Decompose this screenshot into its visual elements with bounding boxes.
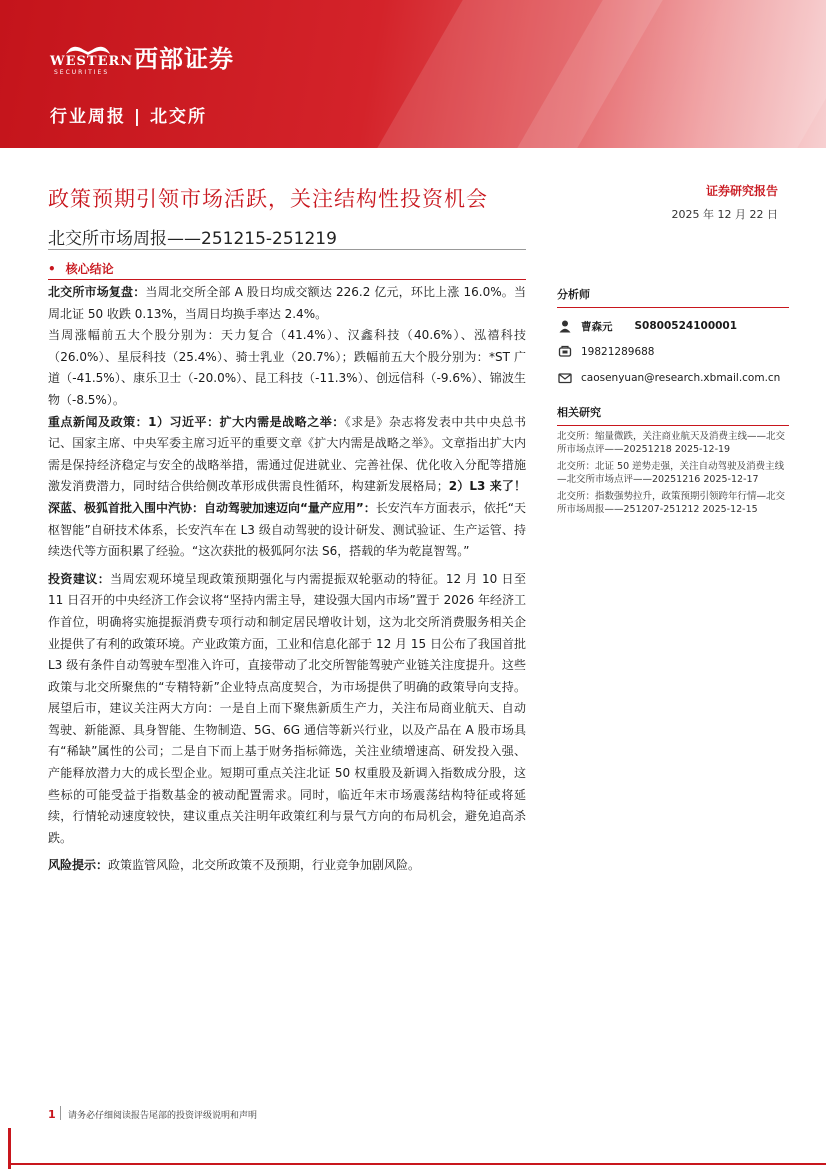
related-item[interactable]: 北交所：北证 50 逆势走强，关注自动驾驶及消费主线—北交所市场点评——20251216 2025-12-17	[557, 461, 785, 485]
paragraph-text: 当周涨幅前五大个股分别为：天力复合（41.4%）、汉鑫科技（40.6%）、泓禧科技（26.0%）、星辰科技（25.4%）、骑士乳业（20.7%）；跌幅前五大个股分别为：*ST 广道（-41.5%）、康乐卫士（-20.0%）、昆工科技（-11.3%）、创远信科（-9.6%）、锦波生物（-8.5%）。	[48, 328, 526, 407]
logo-mark	[50, 38, 134, 76]
report-date: 2025 年 12 月 22 日	[671, 208, 778, 221]
analyst-row	[557, 318, 789, 334]
company-logo	[50, 38, 234, 74]
report-label: 证券研究报告	[705, 184, 778, 198]
main-body	[48, 282, 526, 877]
header-banner	[0, 0, 826, 148]
section-divider	[48, 279, 526, 280]
bottom-rule	[8, 1163, 826, 1165]
paragraph-text: 长安汽车方面表示，依托“天枢智能”自研技术体系，长安汽车在 L3 级自动驾驶的设计研发、测试验证、生产运管、持续迭代等方面积累了经验。“这次获批的极狐阿尔法 S6，搭载的华为乾崑智驾。”	[48, 500, 526, 559]
logo-chinese: 西部证券	[134, 44, 234, 73]
paragraph-news	[48, 412, 526, 563]
paragraph-text: 当周北交所全部 A 股日均成交额达 226.2 亿元，环比上涨 16.0%。当周北证 50 收跌 0.13%，当周日均换手率达 2.4%。	[48, 285, 526, 321]
footer-separator	[60, 1106, 61, 1120]
paragraph-lead: 风险提示：	[48, 858, 109, 873]
paragraph-text: 当周宏观环境呈现政策预期强化与内需提振双轮驱动的特征。12 月 10 日至 11 日召开的中央经济工作会议将“坚持内需主导，建设强大国内市场”置于 2026 年经济工作首位，明确将实施提振消费专项行动和制定居民增收计划，这为北交所消费服务相关企业提供了有利的政策环境。产业政策方面，工业和信息化部于 12 月 15 日公布了我国首批 L3 级有条件自动驾驶车型准入许可，直接带动了北交所智能驾驶产业链关注度提升。这些政策与北交所聚焦的“专精特新”企业特点高度契合，为市场提供了明确的政策导向支持。展望后市，建议关注两大方向：一是自上而下聚焦新质生产力，关注布局商业航天、自动驾驶、新能源、具身智能、生物制造、5G、6G 通信等新兴行业，以及产品在 A 股市场具有“稀缺”属性的公司；二是自下而上基于财务指标筛选，关注业绩增速高、研发投入强、产能释放潜力大的成长型企业。短期可重点关注北证 50 权重股及新调入指数成分股，这些标的可能受益于指数基金的被动配置需求。同时，临近年末市场震荡结构特征或将延续，行情轮动速度较快，建议重点关注明年政策红利与景气方向的布局机会，避免追高杀跌。	[48, 571, 526, 845]
section-heading-text: 核心结论	[65, 262, 114, 276]
related-research	[557, 400, 789, 516]
logo-english: WESTERN	[50, 54, 134, 69]
related-item[interactable]: 北交所：缩量微跌，关注商业航天及消费主线——北交所市场点评——20251218 2025-12-19	[557, 431, 786, 455]
related-heading: 相关研究	[557, 406, 601, 419]
phone-icon	[557, 344, 573, 360]
footer-disclaimer: 请务必仔细阅读报告尾部的投资评级说明和声明	[68, 1111, 258, 1121]
paragraph-lead: 投资建议：	[48, 571, 111, 586]
paragraph-top-stocks	[48, 325, 526, 411]
mail-icon	[557, 370, 573, 386]
page-subtitle: 北交所市场周报——251215-251219	[48, 229, 337, 249]
email-row	[557, 370, 789, 386]
related-item[interactable]: 北交所：指数强势拉升，政策预期引领跨年行情—北交所市场周报——251207-251212 2025-12-15	[557, 491, 786, 515]
paragraph-market-review	[48, 282, 526, 325]
paragraph-lead: 2）L3 来了！深蓝、极狐首批入围中汽协：自动驾驶加速迈向“量产应用”：	[48, 479, 526, 515]
section-bullet: •	[48, 262, 56, 276]
analyst-heading: 分析师	[557, 288, 590, 301]
page-title: 政策预期引领市场活跃，关注结构性投资机会	[48, 187, 488, 211]
paragraph-lead: 北交所市场复盘：	[48, 285, 146, 299]
person-icon	[557, 318, 573, 334]
page-number: 1	[48, 1108, 56, 1121]
title-divider	[48, 249, 526, 250]
paragraph-text: 《求是》杂志将发表中共中央总书记、国家主席、中央军委主席习近平的重要文章《扩大内需是战略之举》。文章指出扩大内需是保持经济稳定与安全的战略举措，需通过促进就业、完善社保、优化收入分配等措施激发消费潜力，同时结合供给侧改革形成供需良性循环，构建新发展格局；	[48, 414, 526, 494]
report-type: 行业周报 | 北交所	[50, 107, 208, 127]
paragraph-lead: 重点新闻及政策：1）习近平：扩大内需是战略之举：	[48, 414, 345, 429]
phone-row	[557, 344, 789, 360]
section-heading	[48, 260, 114, 277]
analyst-name: 曹森元	[581, 320, 613, 333]
sidebar-divider	[557, 307, 789, 308]
analyst-email[interactable]: caosenyuan@research.xbmail.com.cn	[581, 372, 781, 384]
sidebar-divider	[557, 425, 789, 426]
paragraph-text: 政策监管风险，北交所政策不及预期，行业竞争加剧风险。	[108, 858, 421, 873]
paragraph-risk	[48, 855, 526, 877]
analyst-cert: S0800524100001	[634, 320, 738, 332]
analyst-phone: 19821289688	[581, 346, 655, 358]
sidebar	[557, 282, 789, 516]
paragraph-investment-advice	[48, 569, 526, 850]
logo-english-sub: SECURITIES	[54, 69, 110, 76]
